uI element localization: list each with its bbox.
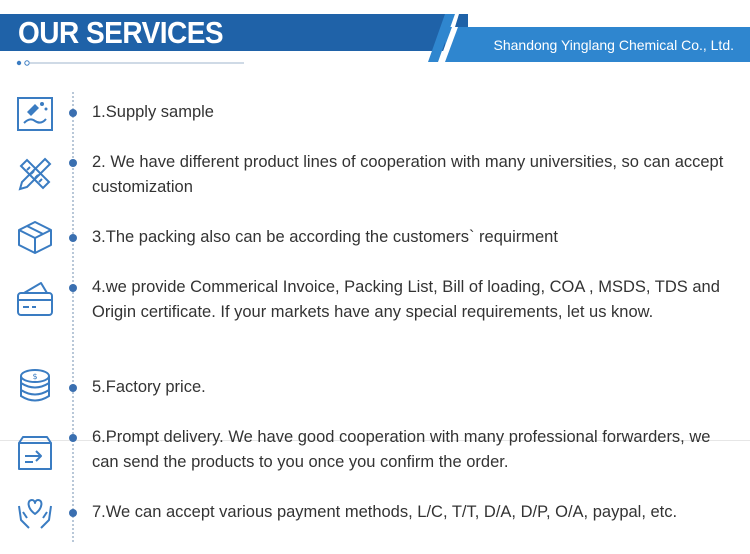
service-text: 7.We can accept various payment methods, L/C, T/T, D/A, D/P, O/A, paypal, etc. <box>92 503 678 521</box>
coin-stack-icon <box>15 366 55 406</box>
package-box-icon <box>15 217 55 257</box>
title-underline <box>16 59 246 67</box>
service-text: 4.we provide Commerical Invoice, Packing List, Bill of loading, COA , MSDS, TDS and Origin certificate. If your markets have any special requirements, let us know. <box>92 278 720 321</box>
timeline-bullet <box>69 234 77 242</box>
timeline-bullet <box>69 384 77 392</box>
header-slant-stripes <box>428 14 468 62</box>
ruler-pencil-icon <box>15 154 55 194</box>
company-name: Shandong Yinglang Chemical Co., Ltd. <box>493 37 734 53</box>
document-card-icon <box>15 279 55 319</box>
timeline-bullet <box>69 109 77 117</box>
service-text: 6.Prompt delivery. We have good cooperation with many professional forwarders, we can send the products to you once you confirm the order. <box>92 428 711 471</box>
timeline-bullet <box>69 284 77 292</box>
heart-hands-icon <box>15 492 55 532</box>
timeline-bullet <box>69 509 77 517</box>
delivery-box-icon <box>15 433 55 473</box>
service-text: 3.The packing also can be according the customers` requirment <box>92 228 558 246</box>
page-title: OUR SERVICES <box>18 15 224 50</box>
sample-flask-icon <box>15 94 55 134</box>
timeline-bullet <box>69 434 77 442</box>
svg-text:$: $ <box>32 372 38 381</box>
service-text: 2. We have different product lines of cooperation with many universities, so can accept customization <box>92 153 724 196</box>
service-text: 5.Factory price. <box>92 378 206 396</box>
header-banner <box>0 0 750 62</box>
timeline-bullet <box>69 159 77 167</box>
service-text: 1.Supply sample <box>92 103 214 121</box>
